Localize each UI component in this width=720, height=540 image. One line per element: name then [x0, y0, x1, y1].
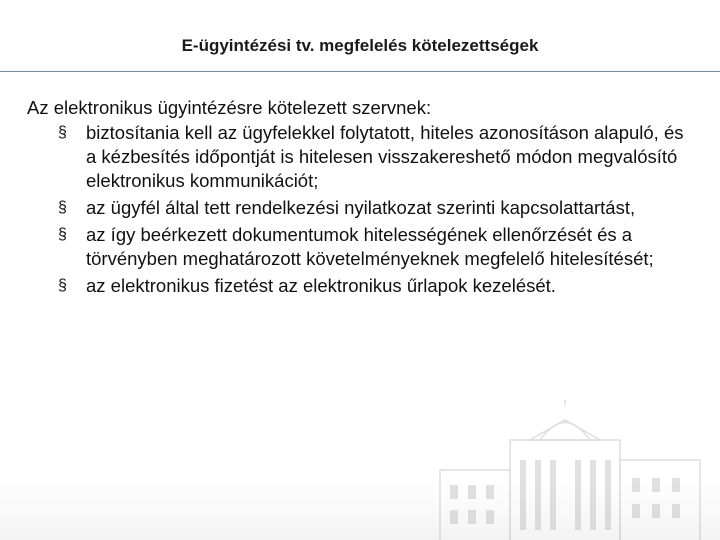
bullet-item [27, 196, 697, 220]
bullet-text: az ügyfél által tett rendelkezési nyilatkozat szerinti kapcsolattartást, [86, 197, 636, 218]
bullet-text: az így beérkezett dokumentumok hitelességének ellenőrzését és a törvényben meghatározott követelményeknek megfelelő hitelesítését; [86, 224, 654, 269]
bullet-text: biztosítania kell az ügyfelekkel folytatott, hiteles azonosításon alapuló, és a kézbesítés időpontját is hitelesen visszakereshető módon megvalósító elektronikus kommunikációt; [86, 122, 684, 191]
section-sign-icon: § [58, 277, 67, 294]
building-watermark-image [420, 400, 720, 540]
section-sign-icon: § [58, 124, 67, 141]
title-divider [0, 71, 720, 72]
slide-content [27, 96, 697, 301]
bullet-item [27, 223, 697, 271]
intro-text: Az elektronikus ügyintézésre kötelezett szervnek: [27, 97, 432, 118]
section-sign-icon: § [58, 226, 67, 243]
slide-title: E-ügyintézési tv. megfelelés kötelezettségek [181, 36, 539, 55]
bullet-item [27, 121, 697, 193]
bullet-list [27, 121, 697, 298]
bullet-item [27, 274, 697, 298]
section-sign-icon: § [58, 199, 67, 216]
bullet-text: az elektronikus fizetést az elektronikus űrlapok kezelését. [86, 275, 556, 296]
